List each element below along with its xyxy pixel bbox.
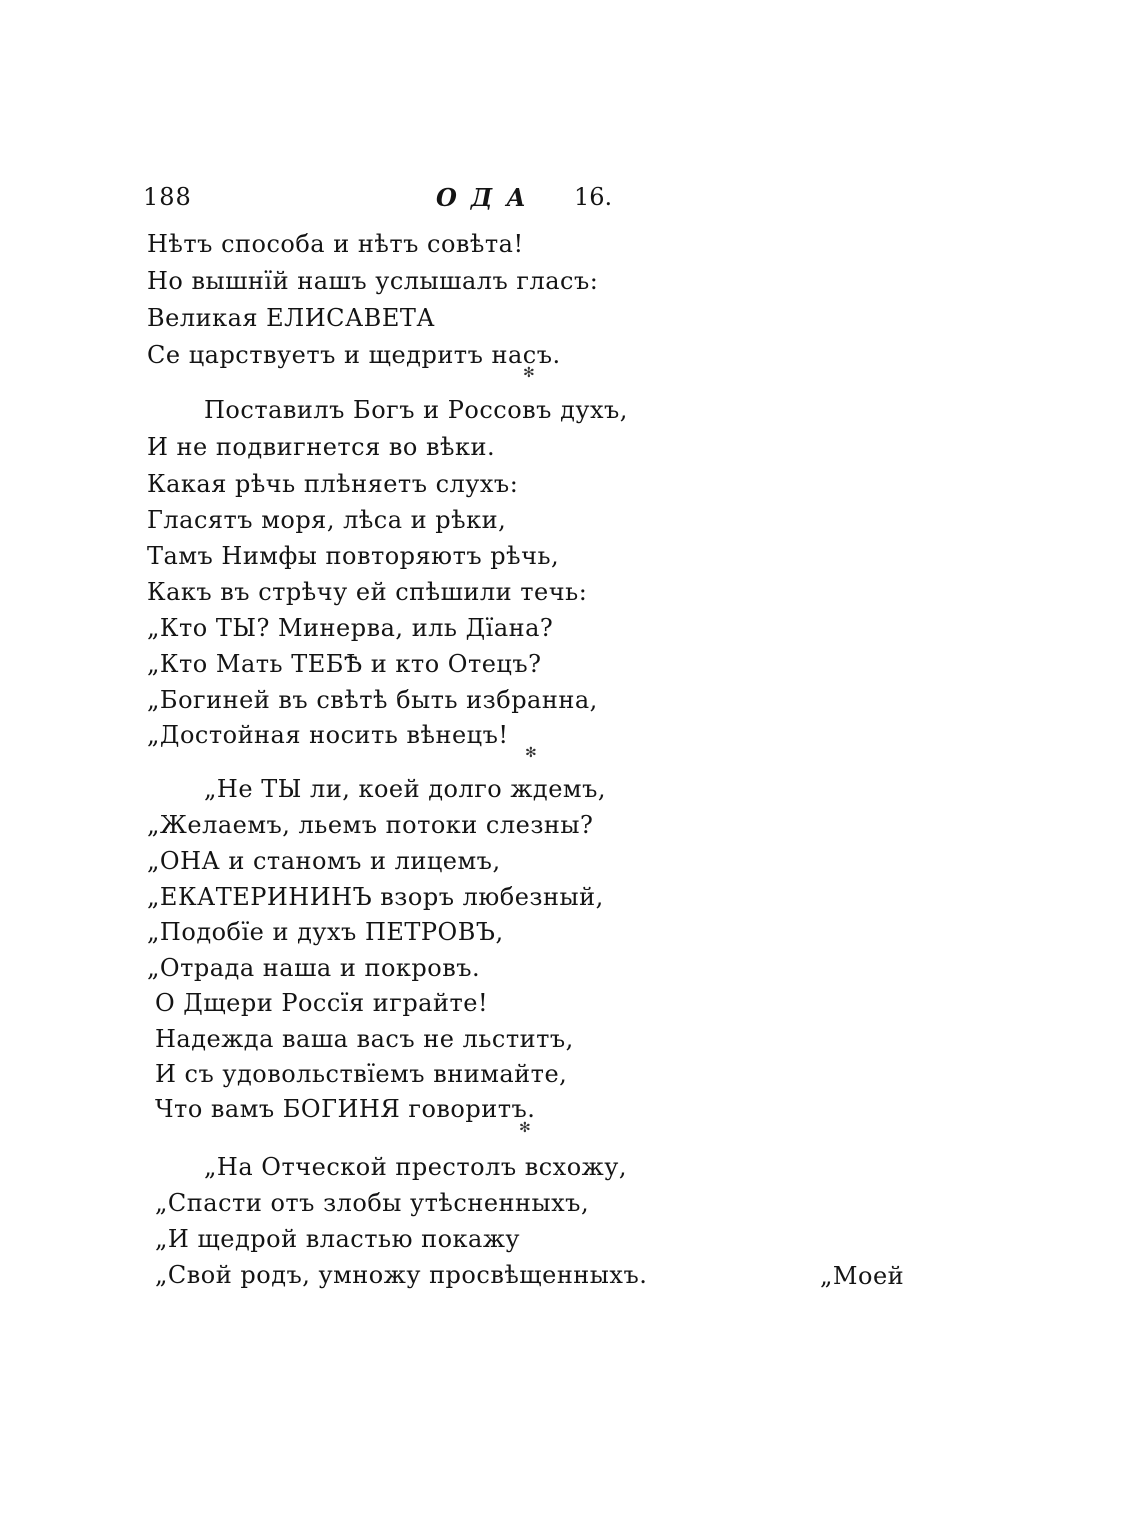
verse-line: „Подобїе и духъ ПЕТРОВЪ, bbox=[147, 918, 504, 946]
verse-line: „Желаемъ, льемъ потоки слезны? bbox=[147, 811, 594, 839]
verse-line: „ЕКАТЕРИНИНЪ взоръ любезный, bbox=[147, 883, 604, 911]
verse-line: „Не ТЫ ли, коей долго ждемъ, bbox=[204, 775, 606, 803]
verse-line: „Отрада наша и покровъ. bbox=[147, 954, 481, 982]
verse-line: И не подвигнется во вѣки. bbox=[147, 433, 496, 461]
verse-line: „Достойная носить вѣнецъ! bbox=[147, 721, 509, 749]
page-number: 188 bbox=[143, 183, 192, 211]
verse-line: „Богиней въ свѣтѣ быть избранна, bbox=[147, 686, 598, 714]
verse-line: „И щедрой властью покажу bbox=[155, 1225, 521, 1253]
verse-line: Какая рѣчь плѣняетъ слухъ: bbox=[147, 470, 519, 498]
verse-line: И съ удовольствїемъ внимайте, bbox=[155, 1060, 568, 1088]
ode-number: 16. bbox=[574, 183, 613, 211]
verse-line: Тамъ Нимфы повторяютъ рѣчь, bbox=[147, 542, 560, 570]
verse-line: Какъ въ стрѣчу ей спѣшили течь: bbox=[147, 578, 588, 606]
verse-line: Нѣтъ способа и нѣтъ совѣта! bbox=[147, 230, 524, 258]
verse-line: Гласятъ моря, лѣса и рѣки, bbox=[147, 506, 507, 534]
verse-line: Поставилъ Богъ и Россовъ духъ, bbox=[204, 396, 628, 424]
verse-line: Великая ЕЛИСАВЕТА bbox=[147, 304, 436, 332]
verse-line: „Спасти отъ злобы утѣсненныхъ, bbox=[155, 1189, 590, 1217]
verse-line: Се царствуетъ и щедритъ насъ. bbox=[147, 341, 561, 369]
verse-line: „Кто ТЫ? Минерва, иль Дїана? bbox=[147, 614, 554, 642]
stanza-separator-star: ✻ bbox=[525, 745, 537, 761]
verse-line: „Свой родъ, умножу просвѣщенныхъ. bbox=[155, 1261, 648, 1289]
verse-line: „Кто Мать ТЕБѢ и кто Отецъ? bbox=[147, 650, 542, 678]
verse-line: Но вышнїй нашъ услышалъ гласъ: bbox=[147, 267, 599, 295]
verse-line: Надежда ваша васъ не льститъ, bbox=[155, 1025, 574, 1053]
verse-line: Что вамъ БОГИНЯ говоритъ. bbox=[155, 1095, 536, 1123]
verse-line: О Дщери Россїя играйте! bbox=[155, 989, 489, 1017]
verse-line: „На Отческой престолъ всхожу, bbox=[204, 1153, 627, 1181]
running-title: ОДА bbox=[436, 183, 540, 212]
stanza-separator-star: ✻ bbox=[519, 1120, 531, 1136]
verse-line: „ОНА и станомъ и лицемъ, bbox=[147, 847, 501, 875]
catchword: „Моей bbox=[820, 1262, 905, 1290]
stanza-separator-star: ✻ bbox=[523, 365, 535, 381]
